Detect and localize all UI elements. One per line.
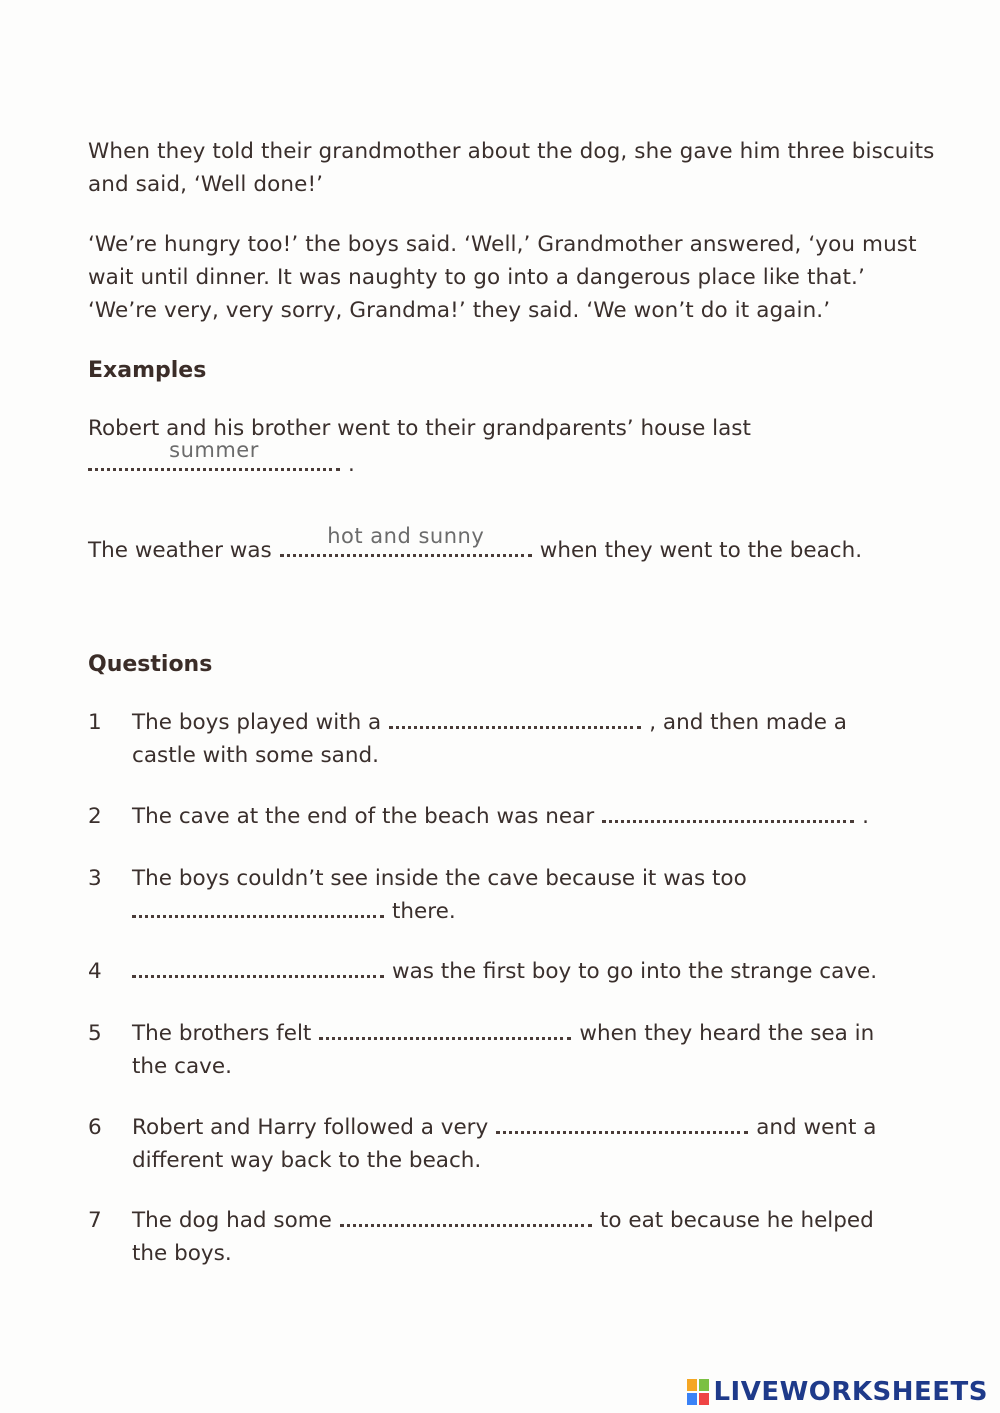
examples-heading: Examples <box>88 358 207 383</box>
question-3 <box>132 862 932 928</box>
question-3-after: there. <box>392 899 456 924</box>
question-6-number: 6 <box>88 1115 102 1140</box>
example-1-blank <box>88 438 340 471</box>
passage-paragraph-1: When they told their grandmother about the dog, she gave him three biscuits and said, ‘Well done!’ <box>88 139 935 197</box>
example-1-answer: summer <box>169 438 259 462</box>
question-1-before: The boys played with a <box>132 710 382 735</box>
question-4-after: was the first boy to go into the strange cave. <box>392 959 878 984</box>
question-7-before: The dog had some <box>132 1208 332 1233</box>
passage-paragraph-2: ‘We’re hungry too!’ the boys said. ‘Well,’ Grandmother answered, ‘you must wait until dinner. It was naughty to go into a dangerous place like that.’ ‘We’re very, very sorry, Grandma!’ they said. ‘We won’t do it again.’ <box>88 232 917 323</box>
question-1 <box>132 706 932 772</box>
liveworksheets-brand-text: LIVEWORKSHEETS <box>713 1377 988 1407</box>
question-4-number: 4 <box>88 959 102 984</box>
question-6-after: and went a <box>756 1115 877 1140</box>
question-5-number: 5 <box>88 1021 102 1046</box>
question-7-number: 7 <box>88 1208 102 1233</box>
question-2-after: . <box>862 804 870 829</box>
example-2-after: when they went to the beach. <box>539 538 863 563</box>
question-5-before: The brothers felt <box>132 1021 312 1046</box>
question-7 <box>132 1204 932 1270</box>
example-2-line <box>88 524 863 567</box>
question-7-after: to eat because he helped <box>599 1208 874 1233</box>
example-2-blank <box>280 524 532 557</box>
question-5-after: when they heard the sea in <box>579 1021 875 1046</box>
example-2-answer: hot and sunny <box>327 524 485 548</box>
question-5 <box>132 1017 932 1083</box>
example-1-after: . <box>348 452 355 477</box>
question-7-line2: the boys. <box>132 1241 232 1266</box>
question-1-after: , and then made a <box>649 710 847 735</box>
question-1-blank[interactable] <box>389 706 641 729</box>
question-6-blank[interactable] <box>496 1111 748 1134</box>
question-6 <box>132 1111 932 1177</box>
question-2-number: 2 <box>88 804 102 829</box>
question-2-blank[interactable] <box>602 800 854 823</box>
question-1-line2: castle with some sand. <box>132 743 379 768</box>
example-2-before: The weather was <box>88 538 272 563</box>
question-3-line1: The boys couldn’t see inside the cave because it was too <box>132 866 747 891</box>
liveworksheets-logo <box>687 1377 988 1407</box>
questions-heading: Questions <box>88 652 213 677</box>
question-7-blank[interactable] <box>340 1204 592 1227</box>
question-2 <box>132 800 932 833</box>
question-6-line2: different way back to the beach. <box>132 1148 482 1173</box>
question-1-number: 1 <box>88 710 102 735</box>
example-1-answer-line <box>80 438 355 481</box>
question-2-before: The cave at the end of the beach was near <box>132 804 595 829</box>
example-1-text: Robert and his brother went to their grandparents’ house last <box>88 416 751 441</box>
question-5-blank[interactable] <box>319 1017 571 1040</box>
question-5-line2: the cave. <box>132 1054 232 1079</box>
liveworksheets-logo-icon <box>687 1379 709 1405</box>
question-6-before: Robert and Harry followed a very <box>132 1115 489 1140</box>
question-3-blank[interactable] <box>132 895 384 918</box>
question-4 <box>132 955 932 988</box>
question-4-blank[interactable] <box>132 955 384 978</box>
question-3-number: 3 <box>88 866 102 891</box>
